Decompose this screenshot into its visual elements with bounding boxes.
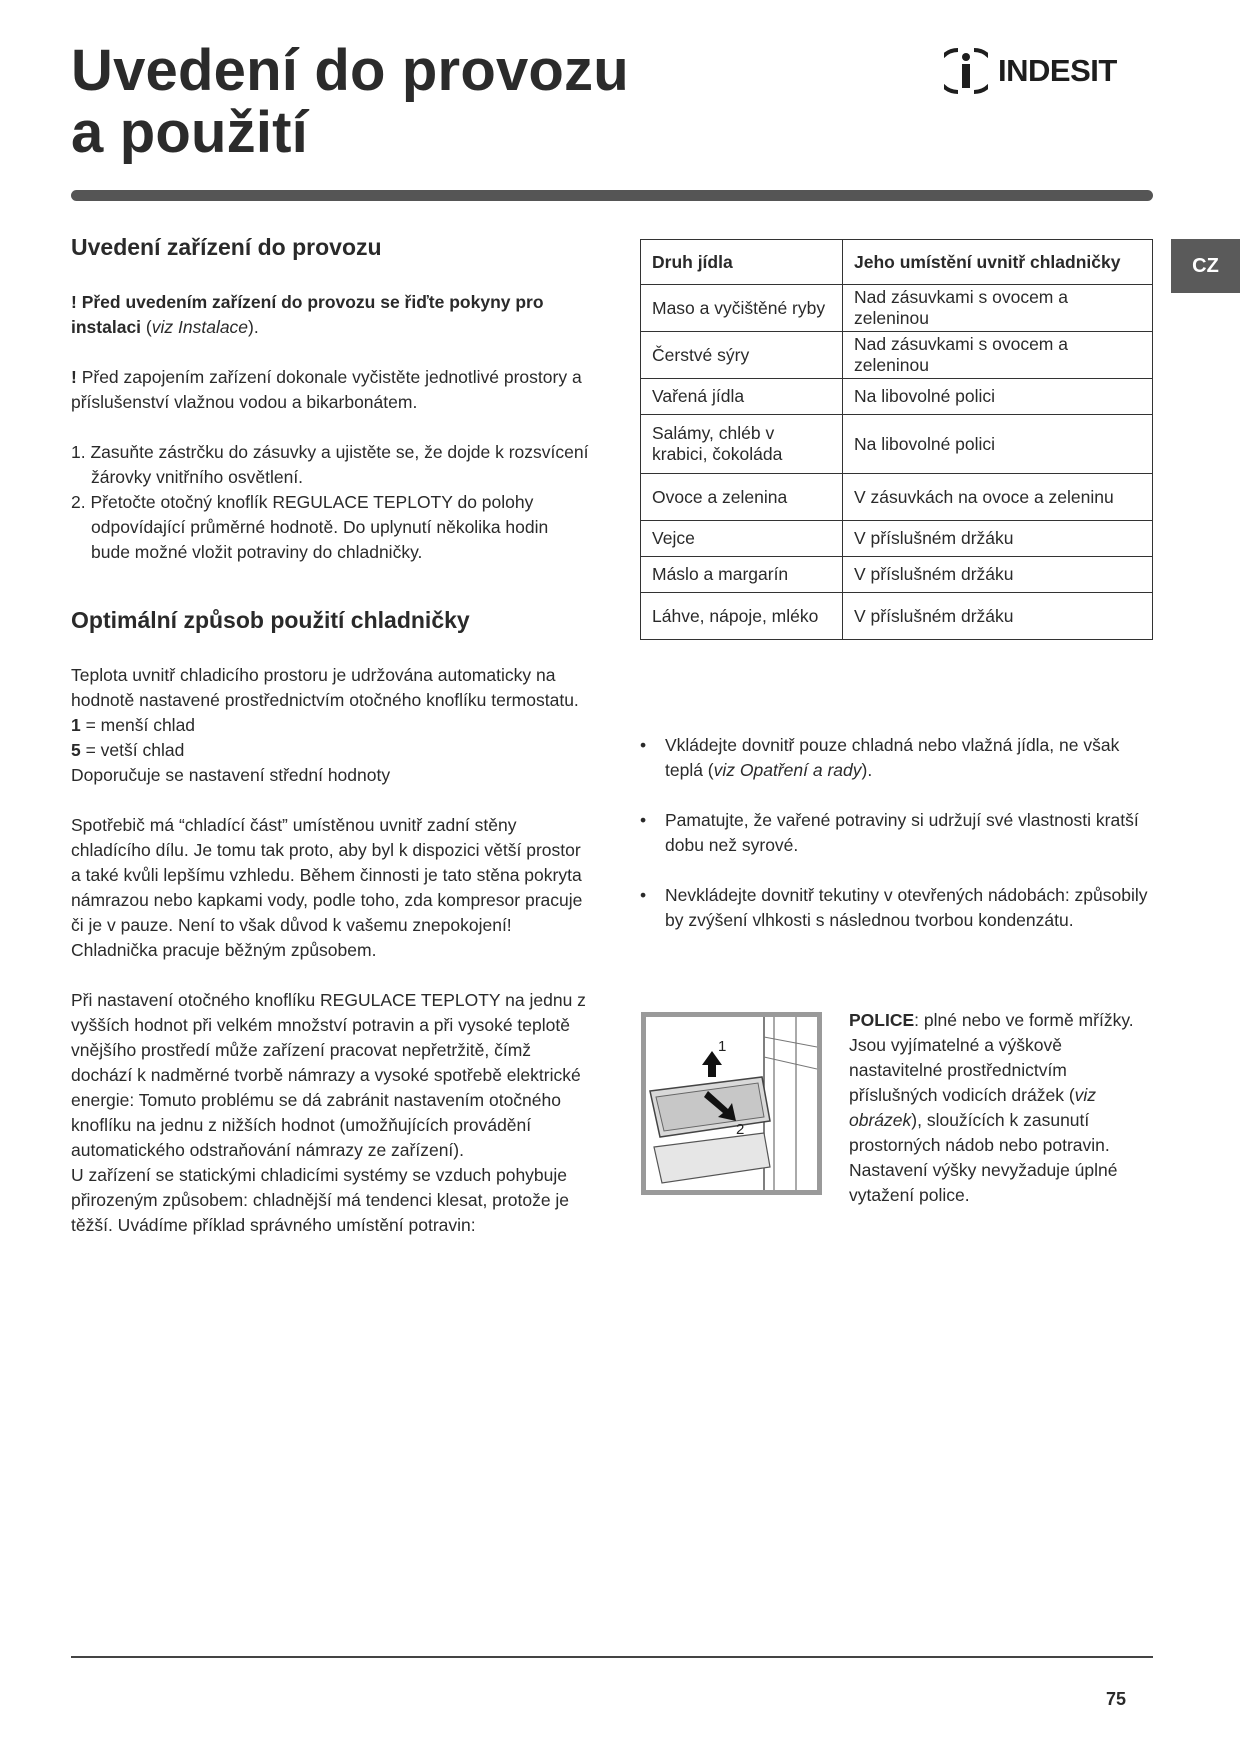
tip-text: Nevkládejte dovnitř tekutiny v otevřených nádobách: způsobily by zvýšení vlhkosti s následnou tvorbou kondenzátu. <box>665 885 1148 930</box>
header-rule <box>71 190 1153 201</box>
warning-installation <box>71 290 591 340</box>
table-row <box>641 379 1153 415</box>
shelves-description <box>849 1008 1159 1208</box>
shelves-text-1: : plné nebo ve formě mřížky. <box>914 1010 1134 1030</box>
table-cell-location: V příslušném držáku <box>843 557 1153 593</box>
warning-mark: ! <box>71 367 77 387</box>
shelves-figure-ref: viz obrázek <box>849 1085 1097 1130</box>
usage-paragraph: Teplota uvnitř chladicího prostoru je udržována automaticky na hodnotě nastavené prostřednictvím otočného knoflíku termostatu. <box>71 665 579 710</box>
indesit-i-icon <box>944 46 988 96</box>
tip-text: Pamatujte, že vařené potraviny si udržují své vlastnosti kratší dobu než syrové. <box>665 810 1139 855</box>
startup-step: 1. Zasuňte zástrčku do zásuvky a ujistěte se, že dojde k rozsvícení žárovky vnitřního osvětlení. <box>71 442 589 487</box>
table-cell-food: Ovoce a zelenina <box>641 474 843 521</box>
table-header-cell: Jeho umístění uvnitř chladničky <box>843 240 1153 285</box>
setting-max <box>71 738 591 763</box>
bullet-dot: • <box>640 735 647 755</box>
table-row <box>641 557 1153 593</box>
warning-paren-close: ). <box>248 317 259 337</box>
food-placement-table <box>640 239 1153 640</box>
setting-min-text: = menší chlad <box>80 715 196 735</box>
table-header-cell: Druh jídla <box>641 240 843 285</box>
section-heading-startup: Uvedení zařízení do provozu <box>71 234 382 260</box>
setting-min-number: 1 <box>71 715 81 735</box>
thermostat-paragraph: Při nastavení otočného knoflíku REGULACE TEPLOTY na jednu z vyšších hodnot při velkém množství potravin a při vysoké teplotě vnějšího prostředí může zařízení pracovat nepřetržitě, čímž dochází k nadměrné tvorbě námrazy a vysoké spotřebě elektrické energie: Tomuto problému se dá zabránit nastavením otočného knoflíku na jednu z nižších hodnot (umožňujících provádění automatického odstraňování námrazy ze zařízení). <box>71 990 586 1160</box>
startup-step: 2. Přetočte otočný knoflík REGULACE TEPLOTY do polohy odpovídající průměrné hodnotě. Do uplynutí několika hodin bude možné vložit potraviny do chladničky. <box>71 492 549 562</box>
table-row <box>641 332 1153 379</box>
table-row <box>641 521 1153 557</box>
table-cell-food: Čerstvé sýry <box>641 332 843 379</box>
shelf-label-2: 2 <box>736 1121 745 1138</box>
warning-cleaning-text: Před zapojením zařízení dokonale vyčistěte jednotlivé prostory a příslušenství vlažnou vodou a bikarbonátem. <box>71 367 582 412</box>
table-cell-location: V příslušném držáku <box>843 593 1153 640</box>
table-cell-location: Na libovolné polici <box>843 415 1153 474</box>
air-circulation-paragraph: U zařízení se statickými chladicími systémy se vzduch pohybuje přirozeným způsobem: chladnější má tendenci klesat, protože je těžší. Uvádíme příklad správného umístění potravin: <box>71 1165 570 1235</box>
shelf-illustration <box>641 1012 822 1195</box>
table-cell-location: Nad zásuvkami s ovocem a zeleninou <box>843 285 1153 332</box>
list-item <box>640 808 1160 858</box>
list-item <box>640 733 1160 783</box>
table-header-row <box>641 240 1153 285</box>
warning-paren-open: ( <box>141 317 152 337</box>
table-cell-location: V zásuvkách na ovoce a zeleninu <box>843 474 1153 521</box>
cooling-part-paragraph: Spotřebič má “chladící část” umístěnou uvnitř zadní stěny chladícího dílu. Je tomu tak proto, aby byl k dispozici větší prostor a také kvůli lepšímu vzhledu. Během činnosti je tato stěna pokryta námrazou nebo kapkami vody, podle toho, zda kompresor pracuje či je v pauze. Není to však důvod k vašemu znepokojení! Chladnička pracuje běžným způsobem. <box>71 815 583 960</box>
setting-min <box>71 713 591 738</box>
tip-text-end: ). <box>861 760 873 780</box>
table-row <box>641 474 1153 521</box>
table-cell-food: Salámy, chléb v krabici, čokoláda <box>641 415 843 474</box>
table-row <box>641 285 1153 332</box>
page-title-line1: Uvedení do provozu <box>71 38 629 103</box>
list-item <box>640 883 1160 933</box>
setting-max-text: = vetší chlad <box>80 740 185 760</box>
shelves-text-2: Jsou vyjímatelné a výškově nastavitelné prostřednictvím příslušných vodicích drážek ( <box>849 1035 1075 1105</box>
bullet-dot: • <box>640 810 647 830</box>
tip-text: Vkládejte dovnitř pouze chladná nebo vlažná jídla, ne však teplá ( <box>665 735 1120 780</box>
table-cell-food: Maso a vyčištěné ryby <box>641 285 843 332</box>
setting-max-number: 5 <box>71 740 81 760</box>
table-cell-location: V příslušném držáku <box>843 521 1153 557</box>
table-cell-location: Na libovolné polici <box>843 379 1153 415</box>
indesit-logo <box>944 41 1154 101</box>
startup-steps <box>71 440 591 565</box>
shelves-label: POLICE <box>849 1010 915 1030</box>
table-row <box>641 593 1153 640</box>
warning-cleaning <box>71 365 591 415</box>
page-title-line2: a použití <box>71 100 309 165</box>
table-cell-food: Vejce <box>641 521 843 557</box>
page-number: 75 <box>1106 1689 1127 1709</box>
setting-recommendation: Doporučuje se nastavení střední hodnoty <box>71 765 391 785</box>
tips-list <box>640 733 1160 958</box>
table-cell-food: Láhve, nápoje, mléko <box>641 593 843 640</box>
warning-mark: ! <box>71 292 77 312</box>
tip-reference: viz Opatření a rady <box>713 760 862 780</box>
page-title <box>71 40 629 164</box>
left-column <box>71 230 591 1238</box>
warning-installation-ref: viz Instalace <box>151 317 249 337</box>
shelves-text-3: ), sloužících k zasunutí prostorných nádob nebo potravin. Nastavení výšky nevyžaduje úplné vytažení police. <box>849 1110 1118 1205</box>
language-tab: CZ <box>1171 239 1240 293</box>
warning-installation-bold: Před uvedením zařízení do provozu se řiďte pokyny pro instalaci <box>71 292 544 337</box>
brand-name: INDESIT <box>998 53 1117 88</box>
footer-rule <box>71 1656 1153 1658</box>
section-heading-usage: Optimální způsob použití chladničky <box>71 607 470 633</box>
table-cell-food: Vařená jídla <box>641 379 843 415</box>
table-cell-location: Nad zásuvkami s ovocem a zeleninou <box>843 332 1153 379</box>
shelf-label-1: 1 <box>718 1038 727 1055</box>
table-row <box>641 415 1153 474</box>
bullet-dot: • <box>640 885 647 905</box>
table-cell-food: Máslo a margarín <box>641 557 843 593</box>
